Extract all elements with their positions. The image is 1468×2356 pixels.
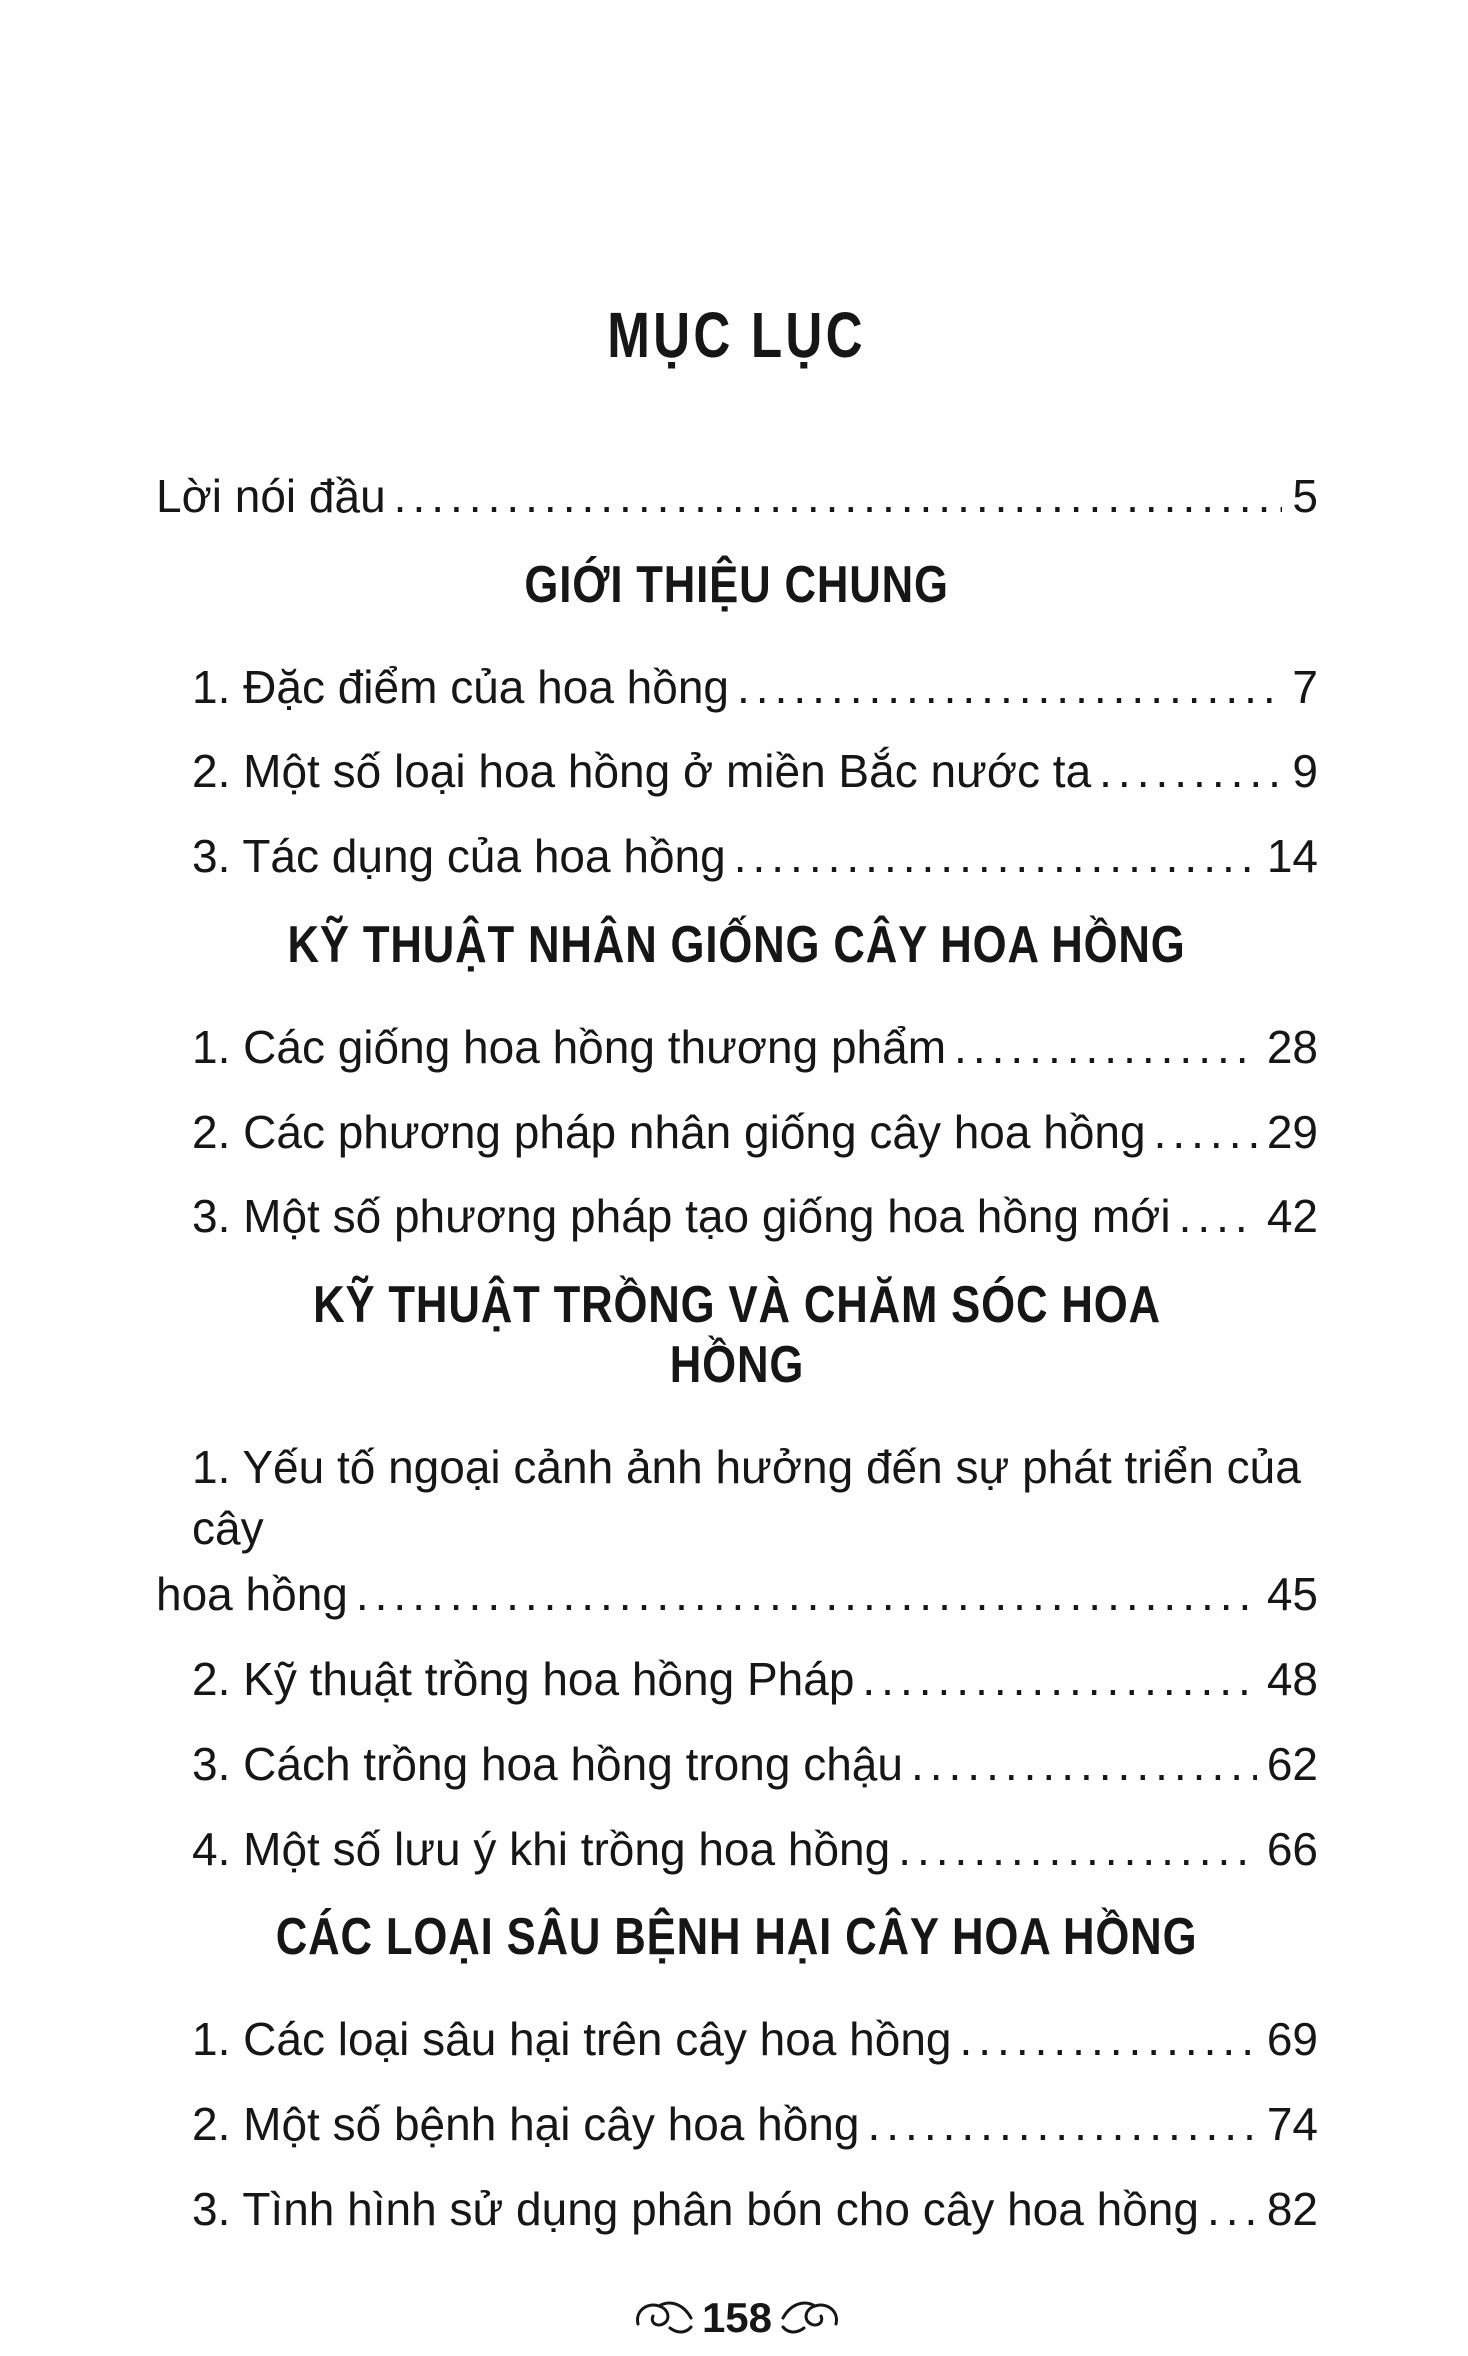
dot-leader: [862, 1649, 1256, 1710]
dot-leader: [356, 1564, 1257, 1625]
toc-entry-page: 28: [1266, 1020, 1318, 1073]
page-title: [156, 298, 1318, 372]
toc-entry: [156, 657, 1318, 718]
toc-entry-label: Lời nói đầu: [156, 470, 386, 522]
toc-entry-label: 1. Yếu tố ngoại cảnh ảnh hưởng đến sự phát triển của cây: [192, 1441, 1301, 1554]
toc-entry-label: 1. Các giống hoa hồng thương phẩm: [192, 1020, 947, 1073]
toc-entry: [156, 2094, 1318, 2155]
toc-entry-page: 9: [1292, 745, 1318, 798]
dot-leader: [1099, 741, 1282, 802]
floral-flourish-right-icon: [780, 2298, 842, 2338]
dot-leader: [1207, 2179, 1257, 2240]
toc-entry: [156, 1017, 1318, 1078]
toc-entry-page: 74: [1266, 2098, 1318, 2151]
toc-entry-label: 2. Các phương pháp nhân giống cây hoa hồng: [192, 1105, 1146, 1158]
toc-entry-label: 1. Đặc điểm của hoa hồng: [192, 660, 730, 713]
section-heading-text: KỸ THUẬT TRỒNG VÀ CHĂM SÓC HOA HỒNG: [313, 1276, 1161, 1395]
dot-leader: [898, 1819, 1257, 1880]
toc-entry-label: 2. Một số bệnh hại cây hoa hồng: [192, 2098, 860, 2151]
toc-entry-page: 62: [1266, 1737, 1318, 1790]
toc-entry-line1: [156, 1437, 1318, 1558]
toc-entry-page: 48: [1266, 1653, 1318, 1706]
section-heading-text: GIỚI THIỆU CHUNG: [524, 555, 950, 614]
toc: [156, 466, 1318, 2240]
toc-entry: [156, 741, 1318, 802]
toc-entry-label: 2. Một số loại hoa hồng ở miền Bắc nước ta: [192, 745, 1092, 798]
dot-leader: [1154, 1102, 1257, 1163]
toc-entry-label: 2. Kỹ thuật trồng hoa hồng Pháp: [192, 1653, 855, 1706]
toc-entry-page: 14: [1266, 830, 1318, 883]
toc-entry-page: 45: [1266, 1568, 1318, 1621]
toc-entry: [156, 2179, 1318, 2240]
dot-leader: [394, 466, 1283, 527]
dot-leader: [734, 826, 1257, 887]
dot-leader: [737, 657, 1282, 718]
toc-entry: [156, 826, 1318, 887]
toc-entry-label: 3. Cách trồng hoa hồng trong chậu: [192, 1737, 903, 1790]
dot-leader: [960, 2009, 1257, 2070]
section-heading-text: CÁC LOẠI SÂU BỆNH HẠI CÂY HOA HỒNG: [276, 1908, 1198, 1967]
toc-entry: [156, 1819, 1318, 1880]
toc-entry: [156, 1649, 1318, 1710]
toc-entry: [156, 1186, 1318, 1247]
footer-page-number: 158: [701, 2293, 773, 2341]
toc-entry-page: 5: [1292, 470, 1318, 522]
page-footer: [156, 2294, 1318, 2342]
toc-entry-label: 1. Các loại sâu hại trên cây hoa hồng: [192, 2013, 952, 2066]
floral-flourish-left-icon: [632, 2298, 694, 2338]
toc-entry: [156, 1734, 1318, 1795]
page-title-text: MỤC LỤC: [607, 299, 867, 371]
toc-entry: [156, 1102, 1318, 1163]
section-heading-text: KỸ THUẬT NHÂN GIỐNG CÂY HOA HỒNG: [287, 915, 1187, 974]
toc-entry-page: 66: [1266, 1822, 1318, 1875]
toc-entry-page: 42: [1266, 1190, 1318, 1243]
section-heading: [156, 915, 1318, 975]
toc-entry: [156, 2009, 1318, 2070]
dot-leader: [1179, 1186, 1257, 1247]
toc-entry-page: 29: [1266, 1105, 1318, 1158]
toc-entry-page: 69: [1266, 2013, 1318, 2066]
toc-entry-label: 3. Tình hình sử dụng phân bón cho cây hoa hồng: [192, 2182, 1199, 2235]
toc-entry-label: 3. Một số phương pháp tạo giống hoa hồng mới: [192, 1190, 1171, 1243]
toc-entry-page: 7: [1292, 660, 1318, 713]
dot-leader: [911, 1734, 1257, 1795]
toc-entry: [156, 466, 1318, 527]
section-heading: [156, 1907, 1318, 1967]
toc-entry-line2: [156, 1564, 1318, 1625]
section-heading: [156, 1275, 1318, 1395]
toc-entry-label: 4. Một số lưu ý khi trồng hoa hồng: [192, 1822, 891, 1875]
section-heading: [156, 555, 1318, 615]
dot-leader: [954, 1017, 1257, 1078]
toc-entry-label: hoa hồng: [156, 1568, 348, 1621]
dot-leader: [867, 2094, 1256, 2155]
toc-entry-page: 82: [1266, 2182, 1318, 2235]
toc-entry-label: 3. Tác dụng của hoa hồng: [192, 830, 726, 883]
